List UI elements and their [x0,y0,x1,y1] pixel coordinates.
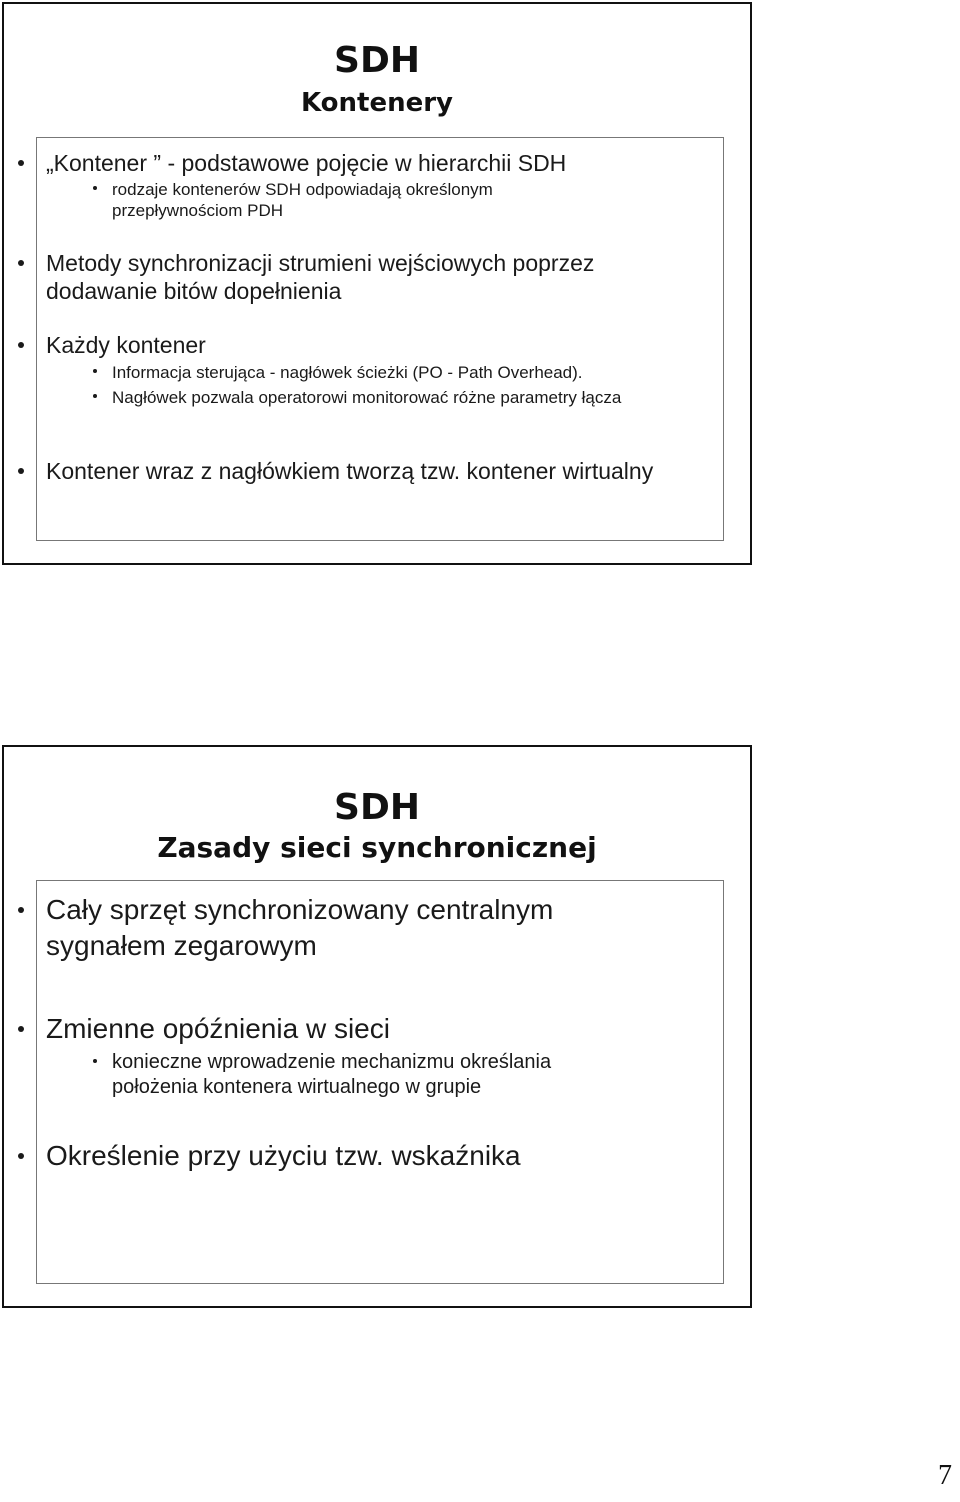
bullet-icon [93,186,97,190]
slide-subtitle: Zasady sieci synchronicznej [157,831,597,864]
bullet-icon [18,260,24,266]
bullet-icon [18,342,24,348]
bullet-icon [93,1059,97,1063]
bullet-icon [18,160,24,166]
bullet-icon [93,394,97,398]
bullet-icon [18,1026,24,1032]
bullet-item: Metody synchronizacji strumieni wejściowych poprzez dodawanie bitów dopełnienia [46,249,646,305]
sub-bullet-item: Nagłówek pozwala operatorowi monitorować różne parametry łącza [112,387,682,408]
bullet-item: Określenie przy użyciu tzw. wskaźnika [46,1138,666,1174]
slide-zasady-sieci [2,745,752,1308]
slide-kontenery [2,2,752,565]
slide-subtitle: Kontenery [300,88,454,118]
slide-title: SDH [334,40,420,81]
sub-bullet-item: Informacja sterująca - nagłówek ścieżki (PO - Path Overhead). [112,362,712,383]
bullet-icon [18,1153,24,1159]
page-number: 7 [938,1460,952,1491]
bullet-item: Cały sprzęt synchronizowany centralnym sygnałem zegarowym [46,892,646,964]
bullet-icon [93,369,97,373]
sub-bullet-item: konieczne wprowadzenie mechanizmu określania położenia kontenera wirtualnego w grupie [112,1050,632,1100]
sub-bullet-item: rodzaje kontenerów SDH odpowiadają określonym przepływnościom PDH [112,179,582,221]
bullet-item: Każdy kontener [46,331,646,359]
bullet-item: „Kontener ” - podstawowe pojęcie w hierarchii SDH [46,149,686,177]
bullet-item: Zmienne opóźnienia w sieci [46,1011,646,1047]
slide-title: SDH [334,787,420,828]
bullet-item: Kontener wraz z nagłówkiem tworzą tzw. kontener wirtualny [46,457,656,485]
bullet-icon [18,907,24,913]
bullet-icon [18,468,24,474]
